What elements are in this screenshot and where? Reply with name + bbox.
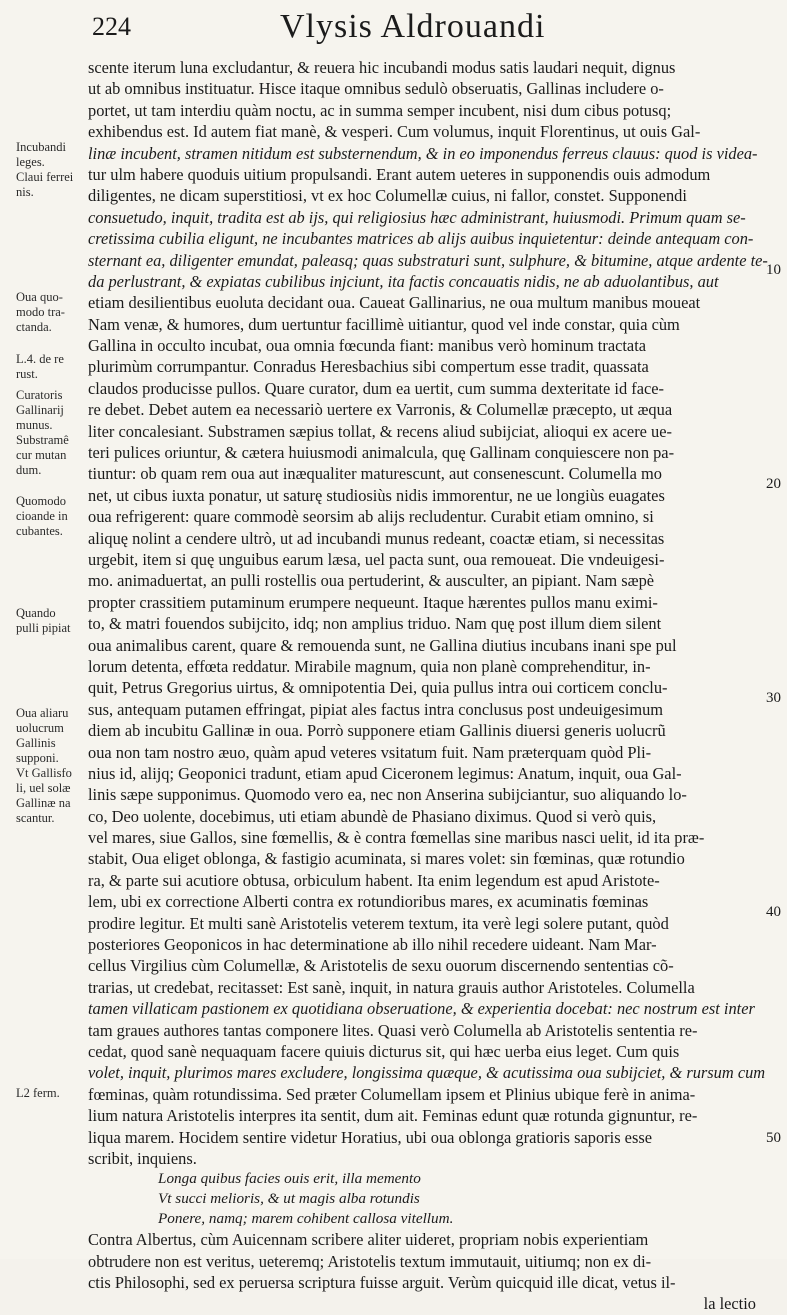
text-line: teri pulices oriuntur, & cætera huiusmodi animalcula, quę Gallinam conquiescere non pa- [88,443,675,463]
text-line: ra, & parte sui acutiore obtusa, orbiculum habent. Ita enim legendum est apud Aristote- [88,870,660,890]
text-line: stabit, Oua eliget oblonga, & fastigio acuminata, si mares volet: sin fœminas, quæ rotundio [88,849,685,869]
text-line: cellus Virgilius cùm Columellæ, & Aristotelis de sexu ouorum discernendo sententias cõ- [88,956,674,976]
text-line: exhibendus est. Id autem fiat manè, & vesperi. Cum volumus, inquit Florentinus, ut ouis Gal- [88,122,701,142]
page-header [0,6,787,50]
text-line: trarias, ut credebat, recitasset: Est sanè, inquit, in natura grauis author Aristoteles. Columella [88,977,695,997]
text-line: diem ab incubitu Gallinæ in oua. Porrò supponere etiam Gallinis diuersi generis uolucrũ [88,721,666,741]
text-line: lem, ubi ex correctione Alberti contra ex rotundioribus mares, ex acuminatis fœminas [88,892,649,912]
page-number: 224 [92,12,131,41]
margin-note: Quando pulli pipiat [16,606,71,635]
text-line: da perlustrant, & expiatas cubilibus injciunt, ita factis concauatis nidis, ne ab aduolantibus, aut [88,271,719,291]
margin-note: Curatoris Gallinarij munus. Substramê cur mutan dum. [16,388,69,477]
text-line: claudos producisse pullos. Quare curator, dum ea uertit, cum summa dexteritate id face- [88,378,665,398]
text-line: plurimùm corrumpantur. Conradus Heresbachius sibi compertum esse tradit, quassata [88,357,649,377]
line-number: 30 [766,690,781,706]
text-line: Nam venæ, & humores, dum uertuntur facillimè uitiantur, quod vel inde constar, quia cùm [88,314,680,334]
text-line: portet, ut tam interdiu quàm noctu, ac in summa semper incubent, nisi dum cibus potusq; [88,100,672,120]
text-line: etiam desilientibus euoluta decidant oua. Caueat Gallinarius, ne oua multum manibus moueat [88,293,701,313]
text-line: linis sæpe supponimus. Quomodo vero ea, nec non Anserina subijciantur, suo aliquando lo- [88,785,687,805]
text-line: Gallina in occulto incubat, oua omnia fœcunda fiant: manibus verò hominum tractata [88,336,647,356]
margin-note: Oua aliaru uolucrum Gallinis supponi. Vt Gallisfo li, uel solæ Gallinæ na scantur. [16,706,72,825]
text-line: tam graues authores tantas componere lites. Quasi verò Columella ab Aristotelis sententia re- [88,1020,698,1040]
text-line: quit, Petrus Gregorius uirtus, & omnipotentia Dei, quia pullus intra oui corticem conclu- [88,678,668,698]
text-line: liqua marem. Hocidem sentire videtur Horatius, ubi oua oblonga gratioris saporis esse [88,1127,652,1147]
verse-line: Vt succi melioris, & ut magis alba rotundis [158,1190,420,1208]
text-line: nius id, alijq; Geoponici tradunt, etiam apud Ciceronem legimus: Anatum, inquit, oua Gal- [88,763,682,783]
main-text [88,57,766,1315]
text-line: linæ incubent, stramen nitidum est substernendum, & in eo imponendus ferreus clauus: quod is videa- [88,143,758,163]
text-line: urgebit, item si quę unguibus earum læsa, uel pacta sunt, oua remoueat. Die vndeuigesi- [88,549,665,569]
text-line: tiuntur: ob quam rem oua aut inæqualiter maturescunt, aut consenescunt. Columella mo [88,464,662,484]
text-line: aliquę nolint a cendere ultrò, ut ad incubandi munus redeant, coactæ etiam, si necessitas [88,528,665,548]
text-line: vel mares, siue Gallos, sine fœmellis, & è contra fœmellas sine maribus nasci uelit, id ita præ- [88,828,705,848]
running-title: Vlysis Aldrouandi [280,8,546,45]
text-line: diligentes, ne dicam superstitiosi, vt ex hoc Columellæ cuius, ni fallor, constet. Supponendi [88,186,687,206]
text-line: oua non tam nostro æuo, quàm apud veteres vsitatum fuit. Nam præterquam quòd Pli- [88,742,652,762]
line-number: 40 [766,904,781,920]
text-line: volet, inquit, plurimos mares excludere, longissima quæque, & acutissima oua subijciet, & rursum cum [88,1063,766,1083]
text-line: ut ab omnibus instituatur. Hisce itaque omnibus sedulò obseruatis, Gallinas includere o- [88,79,664,99]
text-line: lium natura Aristotelis interpres ita sentit, dum ait. Feminas edunt quæ rotunda gignuntur, re- [88,1106,698,1126]
text-line: oua refrigerent: quare commodè seorsim ab alijs recludentur. Curabit etiam omnino, si [88,507,654,527]
text-line: lorum detenta, effœta reddatur. Mirabile magnum, quia non planè comprehenditur, in- [88,656,651,676]
margin-note: L.4. de re rust. [16,352,64,381]
text-line: to, & matri fouendos subijcito, idq; non amplius triduo. Nam quę post illum diem silent [88,614,662,634]
text-line: sternant ea, diligenter emundat, paleasq; quas substraturi sunt, sulphure, & bitumine, atque ardente te- [88,250,768,270]
margin-note: Incubandi leges. Claui ferrei nis. [16,140,74,199]
catchword: la lectio [703,1294,756,1314]
margin-note: L2 ferm. [16,1086,60,1100]
text-line: re debet. Debet autem ea necessariò uertere ex Varronis, & Columellæ præcepto, ut æqua [88,400,673,420]
text-line: cedat, quod sanè nequaquam facere quiuis dicturus sit, qui hæc uerba eius leget. Cum quis [88,1041,680,1061]
line-number: 20 [766,476,781,492]
text-line: propter crassitiem putaminum erumpere nequeunt. Itaque hærentes pullos manu eximi- [88,592,658,612]
text-line: co, Deo uolente, docebimus, uti etiam abundè de Phasiano diximus. Quod si verò quis, [88,806,657,826]
verse-line: Ponere, namq; marem cohibent callosa vitellum. [158,1210,454,1228]
text-line: sus, antequam putamen effringat, pipiat ales factus intra conclusus post undeuigesimum [88,699,664,719]
text-line: ctis Philosophi, sed ex peruersa scriptura fuisse arguit. Verùm quicquid ille dicat, vetus il- [88,1273,676,1293]
line-number: 50 [766,1130,781,1146]
line-number: 10 [766,262,781,278]
text-line: Contra Albertus, cùm Auicennam scribere aliter uideret, propriam nobis experientiam [88,1230,649,1250]
text-line: oua animalibus carent, quare & remouenda sunt, ne Gallina diutius incubans inani spe pul [88,635,677,655]
text-line: mo. animaduertat, an pulli rostellis oua pertuderint, & ausculter, an pipiant. Nam sæpè [88,571,655,591]
text-line: prodire legitur. Et multi sanè Aristotelis veterem textum, ita verè legi solere putant, quòd [88,913,669,933]
text-line: posteriores Geoponicos in hac determinatione ab illo nihil recedere uideant. Nam Mar- [88,935,657,955]
text-line: fœminas, quàm rotundissima. Sed præter Columellam ipsem et Plinius ubique ferè in anima- [88,1084,696,1104]
verse-line: Longa quibus facies ouis erit, illa memento [158,1170,421,1188]
text-line: scribit, inquiens. [88,1148,197,1168]
text-line: liter concalesiant. Substramen sæpius tollat, & recens aliud subijciat, alioqui ex acere ue- [88,421,672,441]
text-line: net, ut cibus iuxta ponatur, ut saturę studiosiùs nidis immorentur, ne ue longiùs euagates [88,485,665,505]
margin-note: Oua quo- modo tra- ctanda. [16,290,65,334]
text-line: cretissima cubilia eligunt, ne incubantes matrices ab alijs auibus inquietentur: deinde antequam con- [88,229,754,249]
text-line: obtrudere non est veritus, ueteremq; Aristotelis textum immutauit, uitiumq; non ex di- [88,1251,652,1271]
text-line: consuetudo, inquit, tradita est ab ijs, qui religiosius hæc administrant, huiusmodi. Primum quam se- [88,207,746,227]
text-line: scente iterum luna excludantur, & reuera hic incubandi modus satis laudari nequit, dignus [88,58,676,77]
text-line: tur ulm habere quoduis uitium propulsandi. Erant autem ueteres in supponendis ouis admodum [88,164,711,184]
margin-notes [0,0,86,1259]
margin-note: Quomodo cioande in cubantes. [16,494,68,538]
text-line: tamen villaticam pastionem ex quotidiana obseruatione, & experientia docebat: nec nostrum est inter [88,999,755,1019]
